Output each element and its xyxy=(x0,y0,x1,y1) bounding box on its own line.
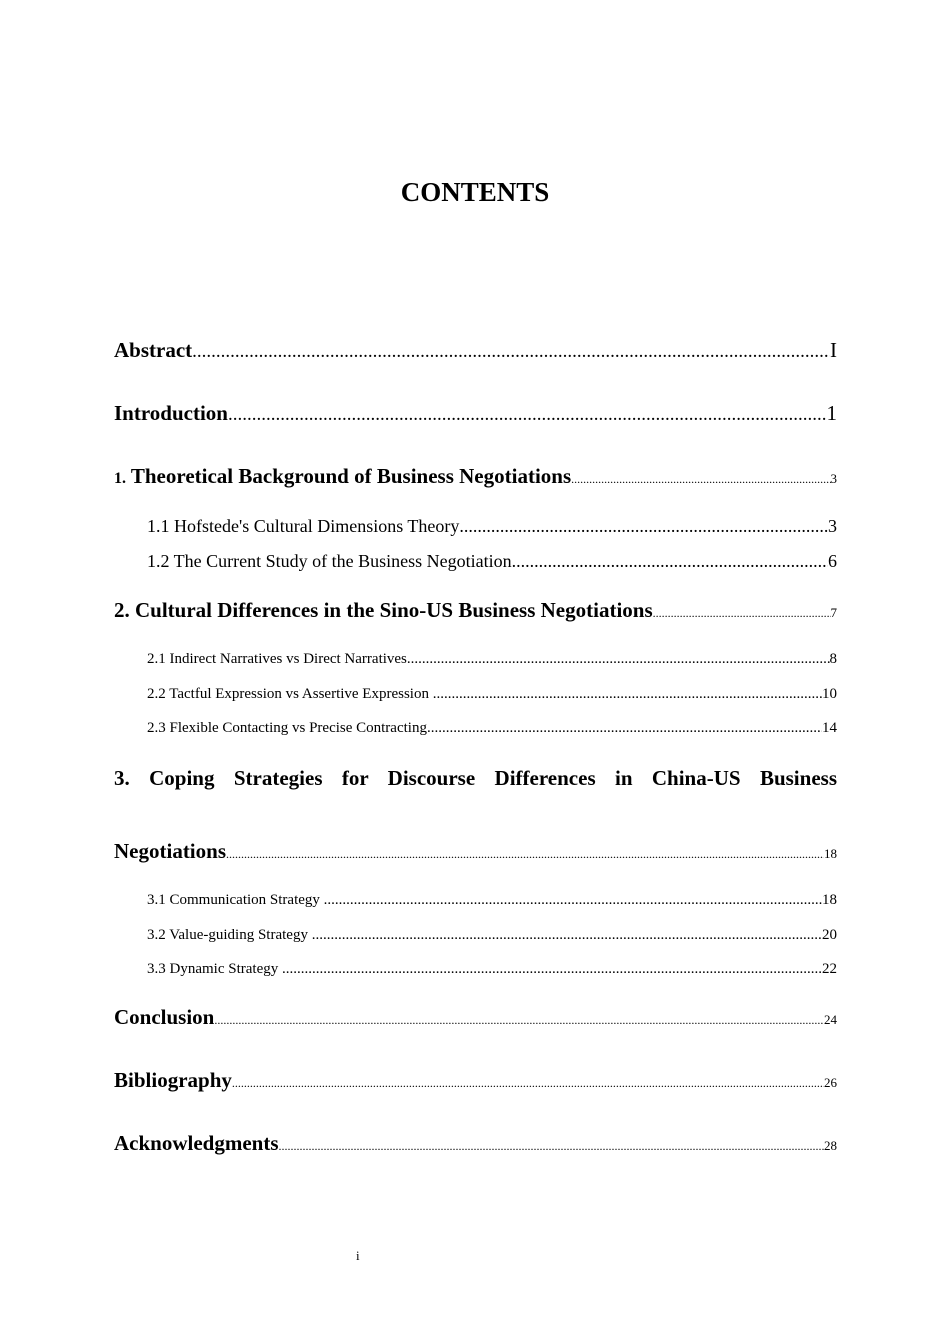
toc-entry-label: Bibliography xyxy=(114,1068,232,1092)
toc-entry-chapter-3-line-1[interactable]: 3. Coping Strategies for Discourse Differences in China-US Business xyxy=(114,766,837,790)
toc-entry-label: Theoretical Background of Business Negotiations xyxy=(126,464,572,488)
toc-entry-page: 7 xyxy=(830,605,837,620)
dot-leader xyxy=(232,1076,824,1091)
dot-leader xyxy=(433,686,822,703)
toc-entry-section-1-2[interactable] xyxy=(147,551,837,572)
toc-entry-section-2-1[interactable] xyxy=(147,651,837,668)
toc-entry-page: 24 xyxy=(824,1012,837,1027)
toc-entry-page: 14 xyxy=(822,720,837,736)
dot-leader xyxy=(312,927,822,944)
toc-entry-page: 6 xyxy=(828,551,837,571)
toc-entry-page: 18 xyxy=(824,846,837,861)
dot-leader xyxy=(653,606,831,621)
toc-entry-page: 8 xyxy=(829,651,837,667)
toc-entry-page: 20 xyxy=(822,927,837,943)
toc-entry-acknowledgments[interactable] xyxy=(114,1131,837,1156)
dot-leader xyxy=(571,472,830,487)
toc-entry-section-3-2[interactable] xyxy=(147,927,837,944)
toc-entry-label: 2.1 Indirect Narratives vs Direct Narratives xyxy=(147,651,407,667)
toc-entry-label: 3.1 Communication Strategy xyxy=(147,892,324,908)
toc-entry-conclusion[interactable] xyxy=(114,1005,837,1030)
dot-leader xyxy=(228,404,827,426)
toc-entry-label: 2.3 Flexible Contacting vs Precise Contracting xyxy=(147,720,427,736)
toc-entry-label: Introduction xyxy=(114,401,228,425)
dot-leader xyxy=(427,720,822,737)
toc-entry-label: Abstract xyxy=(114,338,193,362)
dot-leader xyxy=(226,847,824,862)
dot-leader xyxy=(192,341,830,363)
toc-entry-introduction[interactable] xyxy=(114,401,837,426)
page-title: CONTENTS xyxy=(400,177,550,207)
toc-entry-chapter-3[interactable] xyxy=(114,839,837,864)
toc-entry-page: 22 xyxy=(822,961,837,977)
toc-entry-section-3-1[interactable] xyxy=(147,892,837,909)
toc-entry-page: 3 xyxy=(830,471,837,486)
toc-entry-page: 28 xyxy=(824,1138,837,1153)
dot-leader xyxy=(512,551,828,572)
toc-entry-section-2-3[interactable] xyxy=(147,720,837,737)
toc-entry-label: Acknowledgments xyxy=(114,1131,279,1155)
toc-entry-page: 26 xyxy=(824,1075,837,1090)
toc-entry-chapter-1[interactable] xyxy=(114,464,837,489)
toc-entry-page: 10 xyxy=(822,686,837,702)
dot-leader xyxy=(459,516,828,537)
dot-leader xyxy=(282,961,822,978)
toc-entry-label: 1.2 The Current Study of the Business Negotiation xyxy=(147,551,512,571)
toc-entry-section-2-2[interactable] xyxy=(147,686,837,703)
toc-entry-page: I xyxy=(830,338,837,362)
dot-leader xyxy=(324,892,822,909)
toc-entry-page: 1 xyxy=(826,401,837,425)
toc-entry-label: 3.2 Value-guiding Strategy xyxy=(147,927,312,943)
toc-entry-page: 18 xyxy=(822,892,837,908)
dot-leader xyxy=(214,1013,824,1028)
dot-leader xyxy=(279,1139,824,1154)
toc-entry-section-1-1[interactable] xyxy=(147,516,837,537)
toc-entry-bibliography[interactable] xyxy=(114,1068,837,1093)
toc-entry-label: 2. Cultural Differences in the Sino-US Business Negotiations xyxy=(114,598,653,622)
toc-entry-abstract[interactable] xyxy=(114,338,837,363)
dot-leader xyxy=(407,651,830,668)
toc-entry-page: 3 xyxy=(828,516,837,536)
toc-entry-number: 1. xyxy=(114,470,126,487)
toc-entry-chapter-2[interactable] xyxy=(114,598,837,623)
toc-entry-label: Negotiations xyxy=(114,839,226,863)
footer-page-number: i xyxy=(356,1248,360,1263)
toc-entry-section-3-3[interactable] xyxy=(147,961,837,978)
toc-entry-label: 3.3 Dynamic Strategy xyxy=(147,961,282,977)
toc-entry-label: 2.2 Tactful Expression vs Assertive Expression xyxy=(147,686,433,702)
toc-entry-label: 1.1 Hofstede's Cultural Dimensions Theory xyxy=(147,516,460,536)
toc-entry-label: Conclusion xyxy=(114,1005,215,1029)
